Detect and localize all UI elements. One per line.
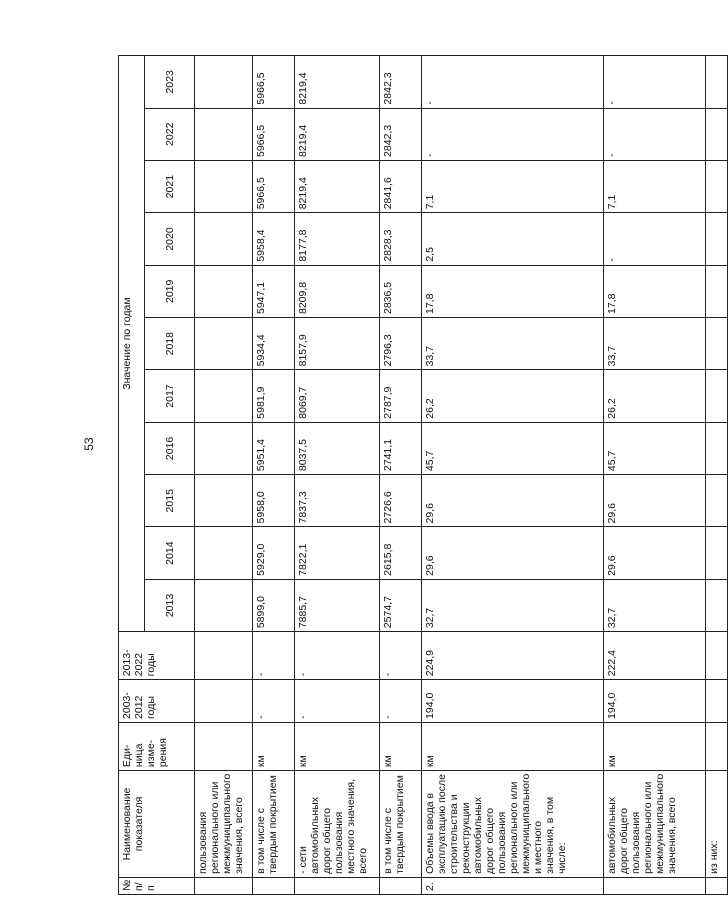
row-period-2003-2012: - — [380, 680, 422, 723]
row-year-value: 5966,5 — [253, 56, 295, 109]
header-values-by-year: Значение по годам — [119, 56, 145, 632]
row-year-value: 8069,7 — [295, 370, 380, 422]
row-year-value — [706, 527, 728, 579]
row-year-value: 2615,8 — [380, 527, 422, 579]
row-period-2003-2012: 194,0 — [422, 680, 604, 723]
row-number — [253, 877, 295, 894]
row-year-value — [195, 108, 253, 160]
row-year-value: - — [604, 56, 706, 109]
row-year-value — [195, 160, 253, 212]
row-year-value — [706, 160, 728, 212]
row-unit: км — [295, 722, 380, 770]
table-row — [295, 56, 380, 895]
row-year-value: 32,7 — [422, 579, 604, 631]
row-year-value: 5958,0 — [253, 475, 295, 527]
row-year-value — [706, 318, 728, 370]
row-number — [706, 877, 728, 894]
row-year-value: 7885,7 — [295, 579, 380, 631]
header-year: 2014 — [145, 527, 195, 579]
row-period-2003-2012 — [706, 680, 728, 723]
row-year-value: 8037,5 — [295, 422, 380, 474]
row-year-value: 7,1 — [422, 160, 604, 212]
row-indicator-name: в том числе с твердым покрытием — [380, 771, 422, 878]
row-year-value: 29,6 — [422, 475, 604, 527]
row-year-value — [706, 422, 728, 474]
row-year-value — [706, 475, 728, 527]
table-row — [706, 56, 728, 895]
row-year-value: 7,1 — [604, 160, 706, 212]
row-year-value: 2841,6 — [380, 160, 422, 212]
row-year-value: 32,7 — [604, 579, 706, 631]
row-year-value: 5899,0 — [253, 579, 295, 631]
row-year-value: 7837,3 — [295, 475, 380, 527]
row-period-2013-2022: - — [380, 632, 422, 680]
header-year: 2015 — [145, 475, 195, 527]
row-year-value: 8157,9 — [295, 318, 380, 370]
row-year-value: 2787,9 — [380, 370, 422, 422]
row-period-2003-2012: - — [253, 680, 295, 723]
row-indicator-name: в том числе с твердым покрытием — [253, 771, 295, 878]
table-row — [380, 56, 422, 895]
row-year-value: 33,7 — [604, 318, 706, 370]
row-year-value: 5947,1 — [253, 265, 295, 317]
row-year-value: 8219,4 — [295, 56, 380, 109]
row-year-value — [706, 108, 728, 160]
table-row — [195, 56, 253, 895]
row-year-value: 2842,3 — [380, 56, 422, 109]
row-number — [604, 877, 706, 894]
row-year-value: 2741,1 — [380, 422, 422, 474]
row-year-value: 5966,5 — [253, 160, 295, 212]
row-year-value: 26,2 — [604, 370, 706, 422]
row-number — [380, 877, 422, 894]
page-number: 53 — [82, 437, 96, 451]
row-year-value: 7822,1 — [295, 527, 380, 579]
header-name: Наименование показателя — [119, 771, 195, 878]
row-period-2003-2012 — [195, 680, 253, 723]
row-year-value: 8219,4 — [295, 160, 380, 212]
row-year-value — [195, 370, 253, 422]
header-year: 2017 — [145, 370, 195, 422]
header-year: 2013 — [145, 579, 195, 631]
header-year: 2023 — [145, 56, 195, 109]
row-year-value: 17,8 — [604, 265, 706, 317]
header-year: 2019 — [145, 265, 195, 317]
header-period-2003-2012: 2003-2012 годы — [119, 680, 195, 723]
row-number — [295, 877, 380, 894]
row-year-value: 2796,3 — [380, 318, 422, 370]
row-year-value — [195, 213, 253, 265]
row-year-value: 33,7 — [422, 318, 604, 370]
row-year-value: 29,6 — [422, 527, 604, 579]
road-statistics-table — [118, 55, 728, 895]
row-year-value — [195, 422, 253, 474]
row-year-value: 2726,6 — [380, 475, 422, 527]
row-indicator-name: Объемы ввода в эксплуатацию после строительства и реконструкции автомобильных дорог общего пользования регионального или межмуниципального и местного значения, в том числе: — [422, 771, 604, 878]
header-year: 2021 — [145, 160, 195, 212]
header-unit: Еди-ница изме-рения — [119, 722, 195, 770]
row-indicator-name: - сети автомобильных дорог общего пользования местного значения, всего — [295, 771, 380, 878]
header-year: 2022 — [145, 108, 195, 160]
row-year-value: - — [422, 56, 604, 109]
row-indicator-name: автомобильных дорог общего пользования регионального или межмуниципального значения, всего — [604, 771, 706, 878]
table-row — [422, 56, 604, 895]
row-year-value: 17,8 — [422, 265, 604, 317]
row-year-value: 2842,3 — [380, 108, 422, 160]
row-year-value: - — [604, 213, 706, 265]
row-period-2013-2022: - — [295, 632, 380, 680]
row-year-value: 29,6 — [604, 475, 706, 527]
row-unit: км — [253, 722, 295, 770]
row-period-2003-2012: - — [295, 680, 380, 723]
row-year-value — [706, 56, 728, 109]
row-period-2013-2022 — [195, 632, 253, 680]
row-period-2013-2022: 224,9 — [422, 632, 604, 680]
row-year-value: 8177,8 — [295, 213, 380, 265]
row-period-2003-2012: 194,0 — [604, 680, 706, 723]
row-year-value: - — [422, 108, 604, 160]
row-year-value: - — [604, 108, 706, 160]
row-year-value — [706, 370, 728, 422]
row-year-value — [195, 56, 253, 109]
table-row — [604, 56, 706, 895]
row-year-value: 2574,7 — [380, 579, 422, 631]
header-year: 2018 — [145, 318, 195, 370]
row-unit — [195, 722, 253, 770]
row-year-value — [195, 579, 253, 631]
row-period-2013-2022: - — [253, 632, 295, 680]
row-year-value: 5934,4 — [253, 318, 295, 370]
row-year-value: 5966,5 — [253, 108, 295, 160]
row-unit: км — [604, 722, 706, 770]
row-year-value: 45,7 — [422, 422, 604, 474]
header-year: 2020 — [145, 213, 195, 265]
row-unit: км — [422, 722, 604, 770]
row-year-value: 29,6 — [604, 527, 706, 579]
row-year-value — [706, 213, 728, 265]
row-year-value: 5929,0 — [253, 527, 295, 579]
row-year-value: 2,5 — [422, 213, 604, 265]
row-indicator-name: пользования регионального или межмуниципального значения, всего — [195, 771, 253, 878]
row-year-value — [195, 527, 253, 579]
row-unit: км — [380, 722, 422, 770]
row-year-value: 5981,9 — [253, 370, 295, 422]
row-year-value — [706, 579, 728, 631]
row-year-value — [195, 318, 253, 370]
row-year-value: 2828,3 — [380, 213, 422, 265]
row-indicator-name: из них: — [706, 771, 728, 878]
table-row — [253, 56, 295, 895]
row-year-value: 8219,4 — [295, 108, 380, 160]
row-year-value: 26,2 — [422, 370, 604, 422]
header-period-2013-2022: 2013-2022 годы — [119, 632, 195, 680]
row-year-value: 2836,5 — [380, 265, 422, 317]
row-number — [195, 877, 253, 894]
row-year-value: 8209,8 — [295, 265, 380, 317]
row-year-value — [195, 265, 253, 317]
row-number: 2. — [422, 877, 604, 894]
header-num: № п/п — [119, 877, 195, 894]
header-year: 2016 — [145, 422, 195, 474]
row-year-value: 5958,4 — [253, 213, 295, 265]
row-period-2013-2022 — [706, 632, 728, 680]
row-year-value — [195, 475, 253, 527]
rotated-table-container — [118, 55, 720, 895]
row-period-2013-2022: 222,4 — [604, 632, 706, 680]
row-year-value: 5951,4 — [253, 422, 295, 474]
row-year-value: 45,7 — [604, 422, 706, 474]
row-year-value — [706, 265, 728, 317]
row-unit — [706, 722, 728, 770]
